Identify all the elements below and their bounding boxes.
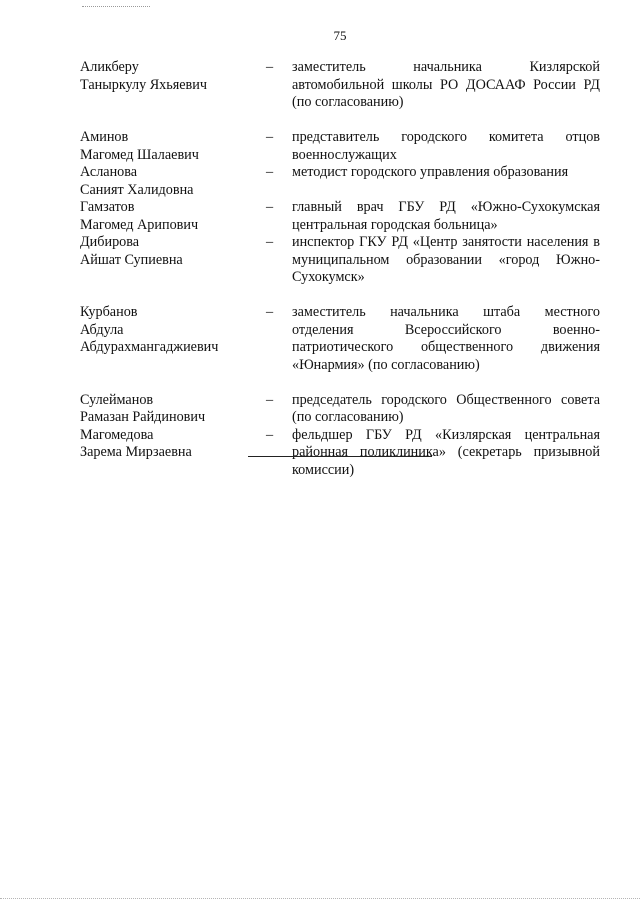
closing-rule	[248, 456, 432, 457]
member-surname: Аминов	[80, 129, 129, 145]
member-role: представитель городского комитета отцов военнослужащих	[292, 129, 600, 163]
member-surname: Дибирова	[80, 234, 140, 250]
member-role: методист городского управления образования	[292, 164, 569, 180]
dash-separator: –	[266, 129, 274, 145]
member-role: заместитель начальника штаба местного отделения Всероссийского военно-патриотического общественного движения «Юнармия» (по согласованию)	[292, 304, 600, 373]
member-role: заместитель начальника Кизлярской автомобильной школы РО ДОСААФ России РД (по согласованию)	[292, 59, 600, 110]
member-surname: Асланова	[80, 164, 138, 180]
commission-member-list	[80, 59, 600, 479]
member-given-name: Магомед Арипович	[80, 216, 199, 233]
dash-separator: –	[266, 59, 274, 75]
member-entry	[80, 234, 600, 287]
dash-separator: –	[266, 164, 274, 180]
member-given-name: Зарема Мирзаевна	[80, 444, 192, 460]
member-role: председатель городского Общественного совета (по согласованию)	[292, 391, 600, 425]
member-surname: Магомедова	[80, 426, 154, 443]
member-name	[80, 199, 266, 234]
member-name	[80, 129, 266, 164]
scan-artifact-bottom	[0, 898, 640, 899]
member-entry	[80, 164, 600, 199]
member-entry	[80, 129, 600, 164]
member-name	[80, 234, 266, 287]
member-role: фельдшер ГБУ РД «Кизлярская центральная районная поликлиника» (секретарь призывной комиссии)	[292, 426, 600, 478]
member-given-name: Саният Халидовна	[80, 181, 194, 198]
member-given-name: Магомед Шалаевич	[80, 146, 199, 163]
member-surname: Курбанов	[80, 304, 138, 320]
member-given-name: Айшат Супиевна	[80, 251, 183, 268]
member-entry	[80, 427, 600, 480]
member-surname: Гамзатов	[80, 199, 135, 215]
dash-separator: –	[266, 199, 274, 215]
member-name	[80, 304, 266, 374]
member-name	[80, 164, 266, 199]
dash-separator: –	[266, 234, 274, 250]
page-number: 75	[333, 28, 347, 43]
dash-separator: –	[266, 426, 274, 443]
member-given-name: Рамазан Райдинович	[80, 409, 206, 425]
member-role: инспектор ГКУ РД «Центр занятости населения в муниципальном образовании «город Южно-Сухокумск»	[292, 234, 600, 285]
member-entry	[80, 59, 600, 112]
member-surname: Сулейманов	[80, 391, 154, 408]
member-name	[80, 392, 266, 427]
member-name	[80, 59, 266, 112]
dash-separator: –	[266, 391, 274, 408]
member-entry	[80, 304, 600, 374]
member-entry	[80, 199, 600, 234]
member-role: главный врач ГБУ РД «Южно-Сухокумская центральная городская больница»	[292, 199, 600, 233]
member-entry	[80, 392, 600, 427]
member-given-name: Таныркулу Яхьяевич	[80, 76, 207, 93]
dash-separator: –	[266, 304, 274, 320]
member-name	[80, 427, 266, 480]
member-patronymic: Абдурахмангаджиевич	[80, 339, 219, 355]
scan-artifact-top	[82, 6, 150, 7]
member-surname: Аликберу	[80, 59, 139, 75]
member-given-name: Абдула	[80, 321, 124, 338]
